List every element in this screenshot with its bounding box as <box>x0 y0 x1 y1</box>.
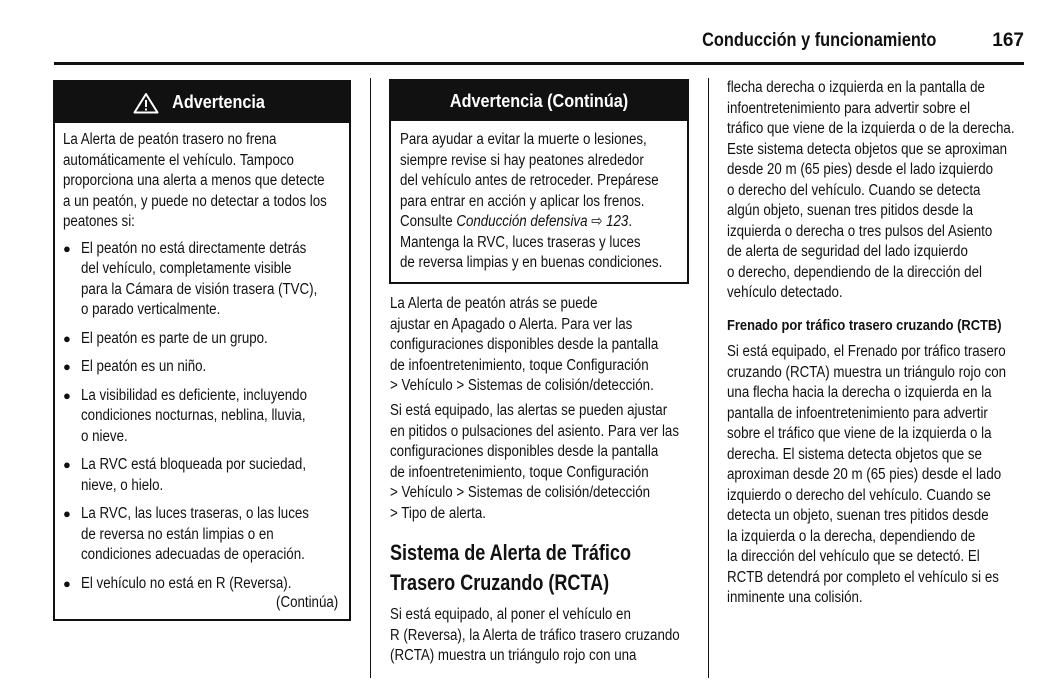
bullet-item <box>63 455 341 496</box>
bullet-item <box>63 386 341 448</box>
warning-line: peatones si: <box>63 213 135 230</box>
warning-header <box>55 82 349 123</box>
text-line: pantalla de infoentretenimiento para advertir <box>727 404 988 422</box>
subheading-text: Frenado por tráfico trasero cruzando (RCTB) <box>727 317 1002 334</box>
bullet-dot-icon: ● <box>63 359 71 374</box>
paragraph <box>390 294 690 397</box>
bullet-dot-icon: ● <box>63 457 71 472</box>
bullet-line: condiciones nocturnas, neblina, lluvia, <box>81 407 306 424</box>
text-line: una flecha hacia la derecha o izquierda en la <box>727 384 992 401</box>
text-line: Si está equipado, el Frenado por tráfico trasero <box>727 343 1006 360</box>
text-line: de infoentretenimiento, toque Configuración <box>390 463 649 481</box>
text-line: ajustar en Apagado o Alerta. Para ver las <box>390 315 633 333</box>
warning-line: de reversa limpias y en buenas condiciones. <box>400 254 663 271</box>
bullet-line: de reversa no están limpias o en <box>81 525 274 543</box>
paragraph <box>390 605 690 667</box>
warning-line: para entrar en acción y aplicar los frenos. <box>400 192 645 210</box>
continues-label: (Continúa) <box>276 594 339 611</box>
reference-page[interactable]: 123 <box>606 213 629 230</box>
text-line: tráfico que viene de la izquierda o de la derecha. <box>727 120 1015 137</box>
column-divider-right <box>708 78 709 678</box>
text-line: flecha derecha o izquierda en la pantalla de <box>727 79 985 96</box>
warning-line: Para ayudar a evitar la muerte o lesiones, <box>400 131 647 148</box>
warning-triangle-icon <box>133 92 159 114</box>
text-line: izquierda o derecha o tres pulsos del Asiento <box>727 222 993 240</box>
reference-suffix: . <box>628 213 633 230</box>
text-line: RCTB detendrá por completo el vehículo si es <box>727 568 999 586</box>
page-ref-arrow-icon: ⇨ <box>591 213 603 230</box>
text-line: detecta un objeto, suenan tres pitidos desde <box>727 507 989 524</box>
header-rule <box>54 62 1024 65</box>
warning-line: siempre revise si hay peatones alrededor <box>400 151 644 169</box>
text-line: derecha. El sistema detecta objetos que se <box>727 445 982 463</box>
warning-line: Mantenga la RVC, luces traseras y luces <box>400 233 641 251</box>
bullet-line: La RVC, las luces traseras, o las luces <box>81 505 309 522</box>
text-line: configuraciones disponibles desde la pantalla <box>390 336 659 353</box>
text-line: aproximan desde 20 m (65 pies) desde el lado <box>727 466 1002 483</box>
warning-title: Advertencia <box>172 92 266 112</box>
warning-body <box>63 130 341 594</box>
text-line: configuraciones disponibles desde la pantalla <box>390 443 659 460</box>
bullet-line: El peatón es un niño. <box>81 358 207 375</box>
bullet-line: La visibilidad es deficiente, incluyendo <box>81 386 308 404</box>
text-line: sobre el tráfico que viene de la izquierda o la <box>727 425 992 442</box>
text-line: de infoentretenimiento, toque Configuración <box>390 356 649 374</box>
bullet-line: para la Cámara de visión trasera (TVC), <box>81 280 318 298</box>
text-line: vehículo detectado. <box>727 284 843 301</box>
heading-line: Trasero Cruzando (RCTA) <box>390 570 610 595</box>
text-line: Este sistema detecta objetos que se aproximan <box>727 140 1008 158</box>
text-line: Si está equipado, al poner el vehículo en <box>390 606 631 623</box>
bullet-line: condiciones adecuadas de operación. <box>81 546 305 563</box>
paragraph <box>390 401 690 524</box>
warning-line: proporciona una alerta a menos que detecte <box>63 172 325 189</box>
bullet-line: El peatón es parte de un grupo. <box>81 329 268 347</box>
text-line: o derecho del vehículo. Cuando se detecta <box>727 181 981 199</box>
section-heading <box>390 538 690 598</box>
text-line: Si está equipado, las alertas se pueden ajustar <box>390 402 668 419</box>
section-title: Conducción y funcionamiento <box>701 30 936 51</box>
text-line: (RCTA) muestra un triángulo rojo con una <box>390 647 637 664</box>
subheading <box>727 316 1027 337</box>
warning-line: del vehículo antes de retroceder. Prepárese <box>400 172 659 189</box>
bullet-line: o nieve. <box>81 427 128 445</box>
text-line: algún objeto, suenan tres pitidos desde la <box>727 202 974 219</box>
bullet-line: El peatón no está directamente detrás <box>81 239 307 257</box>
bullet-item <box>63 239 341 321</box>
warning-continued-title: Advertencia (Continúa) <box>449 90 629 111</box>
text-line: > Vehículo > Sistemas de colisión/detección. <box>390 377 654 394</box>
reference-prefix: Consulte <box>400 213 457 230</box>
bullet-line: La RVC está bloqueada por suciedad, <box>81 456 307 473</box>
text-line: izquierdo o derecho del vehículo. Cuando se <box>727 486 991 504</box>
paragraph <box>727 342 1027 609</box>
warning-line: automáticamente el vehículo. Tampoco <box>63 151 294 169</box>
bullet-dot-icon: ● <box>63 387 71 403</box>
bullet-dot-icon: ● <box>63 330 71 346</box>
bullet-item <box>63 329 341 350</box>
text-line: inminente una colisión. <box>727 589 863 606</box>
text-line: R (Reversa), la Alerta de tráfico trasero cruzando <box>390 626 680 644</box>
text-line: la izquierda o la derecha, dependiendo de <box>727 527 976 545</box>
bullet-item <box>63 357 341 378</box>
warning-line: a un peatón, y puede no detectar a todos los <box>63 192 327 210</box>
reference-link[interactable]: Conducción defensiva <box>456 213 588 230</box>
text-line: la dirección del vehículo que se detectó. El <box>727 548 980 565</box>
reference-line <box>400 212 641 233</box>
paragraph <box>727 78 1027 304</box>
text-line: > Tipo de alerta. <box>390 504 486 522</box>
text-line: en pitidos o pulsaciones del asiento. Para ver las <box>390 422 680 440</box>
text-line: desde 20 m (65 pies) desde el lado izquierdo <box>727 161 994 178</box>
bullet-dot-icon: ● <box>63 575 71 591</box>
bullet-line: nieve, o hielo. <box>81 476 164 494</box>
bullet-line: del vehículo, completamente visible <box>81 260 292 277</box>
text-line: infoentretenimiento para advertir sobre el <box>727 99 971 117</box>
text-line: > Vehículo > Sistemas de colisión/detección <box>390 484 651 501</box>
text-line: cruzando (RCTA) muestra un triángulo rojo con <box>727 363 1007 381</box>
bullet-line: o parado verticalmente. <box>81 301 221 318</box>
bullet-item <box>63 504 341 566</box>
bullet-item <box>63 574 341 595</box>
text-line: de alerta de seguridad del lado izquierdo <box>727 243 968 260</box>
warning-continued-header <box>391 81 687 121</box>
bullet-line: El vehículo no está en R (Reversa). <box>81 574 292 592</box>
page-number: 167 <box>992 30 1024 51</box>
heading-line: Sistema de Alerta de Tráfico <box>390 540 631 565</box>
bullet-dot-icon: ● <box>63 240 71 256</box>
warning-line: La Alerta de peatón trasero no frena <box>63 131 277 148</box>
column-divider-left <box>370 78 371 678</box>
bullet-dot-icon: ● <box>63 506 71 521</box>
text-line: La Alerta de peatón atrás se puede <box>390 295 598 312</box>
text-line: o derecho, dependiendo de la dirección del <box>727 263 982 281</box>
warning-continued-body <box>400 130 680 274</box>
